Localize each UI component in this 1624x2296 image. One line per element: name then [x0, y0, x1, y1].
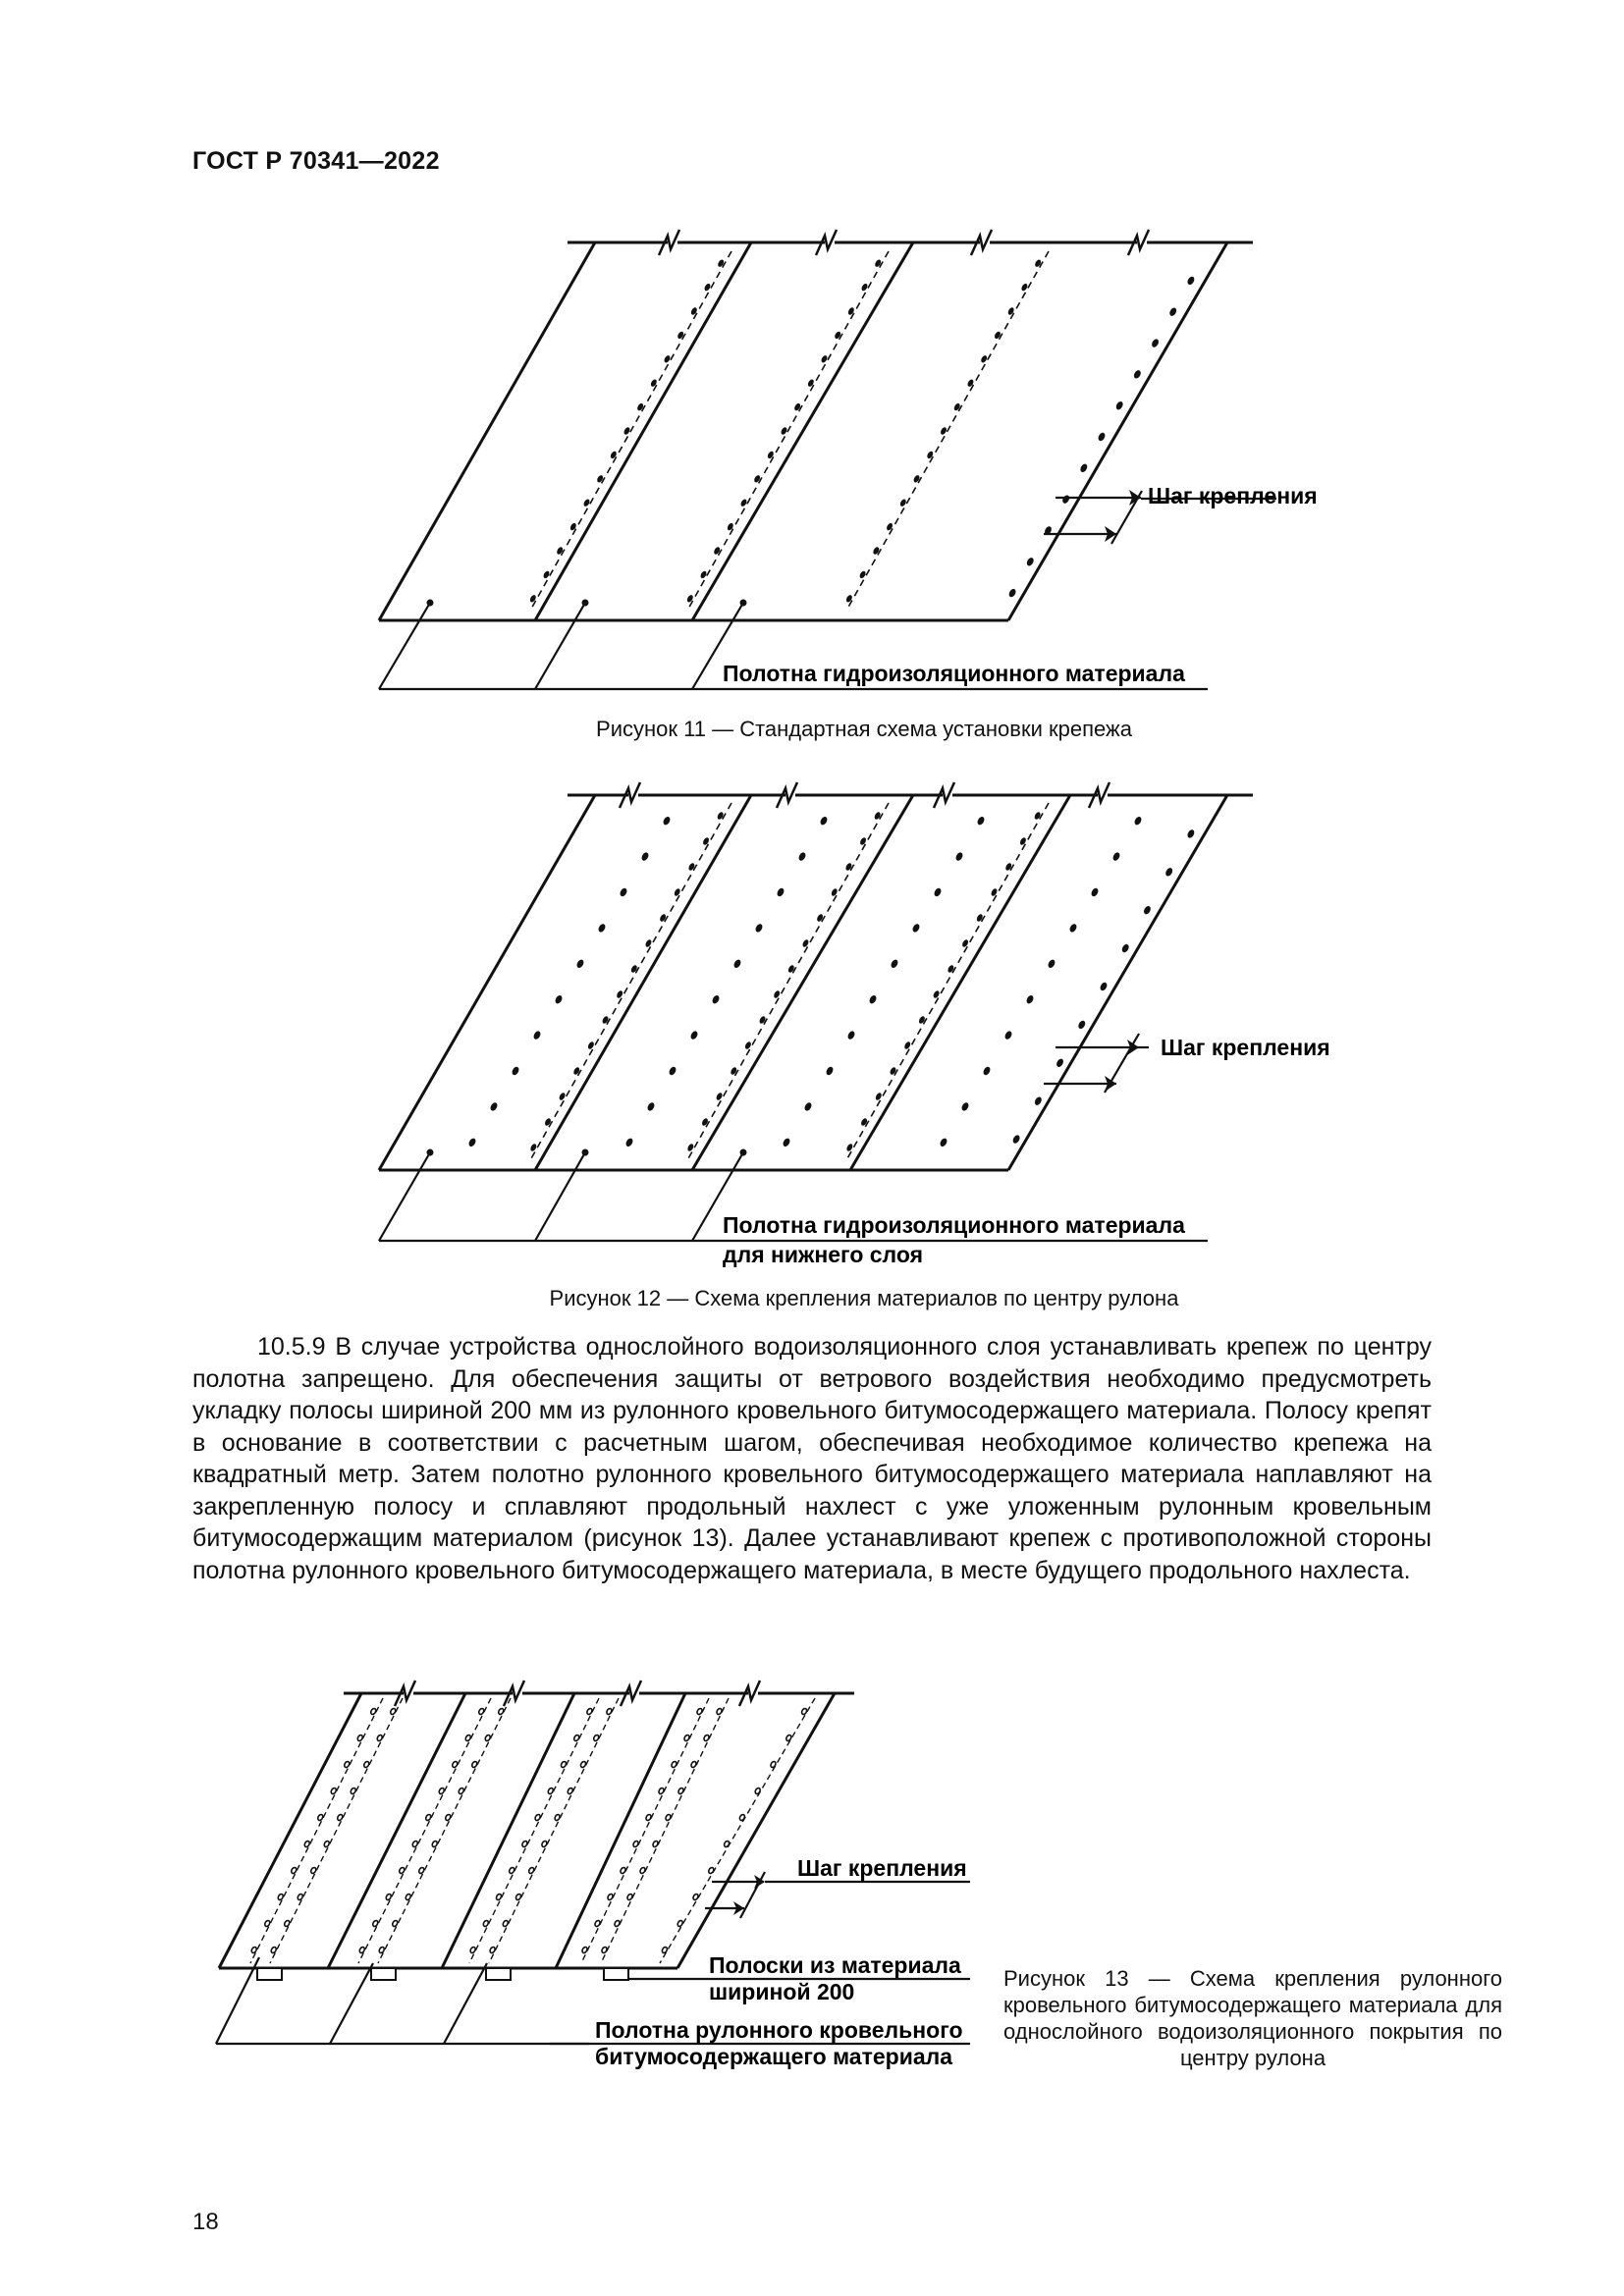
fastener-dot — [1033, 1095, 1043, 1106]
fastener-dot — [284, 1920, 291, 1928]
fig13-sheets-label-1: Полотна рулонного кровельного — [595, 2017, 963, 2043]
fastener-dot — [264, 1920, 271, 1928]
fastener-dot — [1133, 369, 1143, 380]
fastener-dot — [831, 887, 839, 896]
fastener-dot — [1111, 851, 1121, 862]
paragraph-10-5-9 — [192, 1331, 1432, 1586]
fastener-dot — [632, 1841, 639, 1848]
fastener-dot — [858, 570, 866, 579]
fastener-dot — [773, 989, 781, 998]
fastener-dot — [640, 851, 650, 862]
fastener-dot — [754, 923, 764, 934]
fastener-dot — [418, 1867, 425, 1875]
fastener-dot — [1061, 494, 1071, 505]
fastener-dot — [358, 1947, 365, 1954]
fastener-dot — [846, 1030, 856, 1041]
fastener-dot — [845, 1143, 853, 1151]
fastener-dot — [597, 923, 607, 934]
fastener-dot — [471, 1761, 478, 1769]
fastener-dot — [489, 1101, 499, 1112]
fastener-dot — [860, 283, 868, 292]
fastener-dot — [469, 1947, 476, 1954]
fig12-step-label: Шаг крепления — [1161, 1035, 1330, 1060]
fig12-sheets-label-1: Полотна гидроизоляционного материала — [723, 1212, 1185, 1238]
figure-11-diagram — [0, 226, 1624, 697]
fastener-dot — [1056, 1057, 1065, 1068]
fastener-dot — [933, 887, 943, 898]
fastener-dot — [754, 1788, 761, 1795]
fastener-dot — [954, 851, 964, 862]
fastener-dot — [1047, 958, 1056, 969]
fastener-dot — [1120, 943, 1130, 954]
fastener-dot — [601, 1947, 608, 1954]
fastener-dot — [554, 994, 564, 1005]
paragraph-10-5-9-text: 10.5.9 В случае устройства однослойного водоизоляционного слоя устанавливать крепеж по центру полотна запрещено. Для обеспечения защиты от ветрового воздействия необходимо предусмотреть укладку полосы шириной 200 мм из рулонного кровельного битумосодержащего материала. Полосу крепят в основание в соответствии с расчетным шагом, обеспечивая необходимое количество крепежа на квадратный метр. Затем полотно рулонного кровельного битумосодержащего материала наплавляют на закрепленную полосу и сплавляют продольный нахлест с уже уложенным рулонным кровельным битумосодержащим материалом (рисунок 13). Далее устанавливают крепеж с противоположной стороны полотна рулонного кровельного битумосодержащего материала, в месте будущего продольного нахлеста. — [192, 1333, 1432, 1584]
page-number: 18 — [192, 2209, 219, 2235]
fastener-dot — [1077, 1019, 1087, 1030]
fastener-dot — [961, 938, 969, 947]
fig12-sheets-label-2: для нижнего слоя — [723, 1242, 924, 1267]
fastener-dot — [689, 1030, 699, 1041]
fastener-dot — [797, 851, 807, 862]
fastener-dot — [614, 1920, 621, 1928]
fastener-dot — [586, 1708, 593, 1716]
fastener-dot — [801, 1708, 808, 1716]
fastener-dot — [587, 1041, 595, 1049]
fastener-dot — [467, 1137, 477, 1148]
fastener-dot — [692, 1894, 699, 1901]
fastener-dot — [445, 1814, 452, 1822]
figure-11-caption: Рисунок 11 — Стандартная схема установки крепежа — [596, 717, 1132, 741]
fastener-dot — [511, 1066, 520, 1077]
fastener-dot — [484, 1735, 491, 1742]
fastener-dot — [303, 1841, 310, 1848]
fastener-dot — [495, 1894, 502, 1901]
fastener-dot — [579, 1761, 586, 1769]
fastener-dot — [502, 1920, 509, 1928]
fastener-dot — [982, 1066, 992, 1077]
fastener-dot — [1079, 462, 1089, 473]
fastener-dot — [960, 1101, 970, 1112]
fig11-step-label: Шаг крепления — [1148, 483, 1318, 508]
fastener-dot — [1011, 1134, 1021, 1145]
fastener-dot — [645, 1814, 652, 1822]
fastener-dot — [738, 1814, 745, 1822]
fastener-dot — [452, 1761, 459, 1769]
fastener-dot — [1164, 867, 1174, 878]
fastener-dot — [291, 1867, 298, 1875]
fastener-dot — [1186, 828, 1196, 839]
fastener-dot — [607, 1894, 614, 1901]
fastener-dot — [683, 1735, 690, 1742]
fastener-dot — [785, 1735, 792, 1742]
fastener-dot — [372, 1920, 379, 1928]
fastener-dot — [277, 1894, 284, 1901]
fastener-dot — [337, 1814, 344, 1822]
fastener-dot — [250, 1947, 257, 1954]
fastener-dot — [652, 1841, 659, 1848]
fastener-dot — [1133, 816, 1143, 827]
strip-markers-fig13 — [257, 1968, 628, 1980]
fastener-dot — [547, 1788, 554, 1795]
fastener-dot — [776, 887, 785, 898]
fastener-dot — [677, 1920, 683, 1928]
fastener-dot — [1007, 588, 1017, 599]
fastener-dot — [370, 1708, 377, 1716]
fastener-dot — [438, 1788, 445, 1795]
fastener-dot — [1151, 338, 1161, 348]
fastener-dot — [478, 1708, 485, 1716]
fastener-dot — [606, 1708, 613, 1716]
fastener-dot — [770, 1761, 777, 1769]
fastener-dot — [399, 1867, 406, 1875]
fastener-dot — [658, 1788, 665, 1795]
fastener-dot — [677, 1788, 684, 1795]
fastener-dot — [639, 1867, 646, 1875]
fastener-dot — [542, 570, 550, 579]
document-header: ГОСТ Р 70341—2022 — [192, 147, 440, 175]
fastener-dot — [825, 1066, 835, 1077]
fastener-dot — [310, 1867, 317, 1875]
fastener-dot — [482, 1920, 489, 1928]
fastener-dot — [820, 354, 828, 363]
fastener-dot — [899, 498, 907, 507]
fastener-dot — [534, 1814, 541, 1822]
fastener-dot — [529, 1143, 537, 1151]
fastener-dot — [686, 1143, 694, 1151]
fig13-sheets-label-2: битумосодержащего материала — [595, 2044, 953, 2069]
fastener-dot — [668, 1066, 677, 1077]
fastener-dot — [582, 498, 590, 507]
fastener-dot — [932, 989, 940, 998]
fastener-dot — [392, 1920, 399, 1928]
fastener-dot — [940, 426, 947, 435]
fastener-dot — [663, 354, 671, 363]
fig13-step-label: Шаг крепления — [797, 1855, 967, 1881]
fastener-dot — [1186, 276, 1196, 287]
fastener-dot — [662, 816, 672, 827]
fig13-strips-label-2: шириной 200 — [709, 1979, 855, 2004]
fastener-dot — [521, 1841, 528, 1848]
fastener-dot — [509, 1867, 515, 1875]
fastener-dot — [803, 1101, 813, 1112]
fastener-dot — [385, 1894, 392, 1901]
figure-13-caption: Рисунок 13 — Схема крепления рулонного кровельного битумосодержащего материала для однослойного водоизоляционного покрытия по центру рулона — [1003, 1966, 1502, 2070]
fastener-dot — [1168, 306, 1178, 317]
fastener-dot — [819, 816, 829, 827]
fastener-dot — [270, 1947, 277, 1954]
fastener-dot — [1068, 923, 1078, 934]
fastener-dot — [624, 1137, 634, 1148]
fastener-dot — [554, 1814, 561, 1822]
fastener-dot — [674, 887, 681, 896]
fastener-dot — [297, 1894, 303, 1901]
fastener-dot — [1097, 432, 1107, 443]
fastener-dot — [464, 1735, 471, 1742]
fastener-dot — [665, 1814, 672, 1822]
fastener-dot — [1090, 887, 1100, 898]
fastener-dot — [431, 1841, 438, 1848]
fastener-dot — [581, 1947, 588, 1954]
fastener-dot — [1025, 994, 1035, 1005]
figure-12-caption: Рисунок 12 — Схема крепления материалов по центру рулона — [549, 1286, 1179, 1310]
fastener-dot — [690, 1761, 697, 1769]
fastener-dots-fig11 — [425, 258, 1196, 607]
fastener-dot — [1025, 557, 1035, 567]
fastener-dot — [911, 923, 921, 934]
fastener-dot — [782, 1137, 791, 1148]
fastener-dot — [528, 1867, 535, 1875]
fastener-dot — [344, 1761, 351, 1769]
fastener-dot — [703, 283, 711, 292]
fastener-dot — [498, 1708, 505, 1716]
fastener-dot — [541, 1841, 548, 1848]
fastener-dot — [708, 1867, 715, 1875]
fastener-dot — [903, 1041, 911, 1049]
fastener-dot — [671, 1761, 677, 1769]
fastener-dot — [646, 1101, 656, 1112]
fastener-dot — [939, 1137, 948, 1148]
fastener-dot — [363, 1761, 370, 1769]
fastener-dot — [425, 1814, 432, 1822]
fastener-dot — [801, 938, 809, 947]
fastener-dot — [626, 1894, 633, 1901]
fastener-dot — [567, 1788, 573, 1795]
fastener-dot — [980, 354, 988, 363]
fastener-dot — [405, 1894, 411, 1901]
fastener-dot — [411, 1841, 418, 1848]
fastener-dot — [875, 1092, 883, 1100]
fastener-dot — [514, 1894, 521, 1901]
fastener-dot — [575, 958, 585, 969]
fastener-dot — [619, 887, 628, 898]
fastener-dot — [732, 958, 742, 969]
fastener-dot — [623, 426, 630, 435]
fastener-dot — [356, 1735, 363, 1742]
fastener-dot — [868, 994, 878, 1005]
fastener-dot — [573, 1735, 580, 1742]
fastener-dot — [594, 1920, 601, 1928]
fastener-dot — [350, 1788, 356, 1795]
fig11-sheets-label: Полотна гидроизоляционного материала — [723, 661, 1185, 686]
fastener-dot — [1003, 1030, 1013, 1041]
fastener-dot — [696, 1708, 703, 1716]
fastener-dot — [593, 1735, 600, 1742]
fastener-dot — [532, 1030, 542, 1041]
figure-12-diagram — [0, 775, 1624, 1286]
fastener-dot — [990, 887, 998, 896]
fastener-dot — [744, 1041, 752, 1049]
fastener-dot — [390, 1708, 397, 1716]
fastener-dot — [317, 1814, 324, 1822]
fastener-dot — [458, 1788, 464, 1795]
fastener-dot — [620, 1867, 626, 1875]
fastener-dot — [1114, 400, 1124, 411]
fastener-dot — [976, 816, 986, 827]
fastener-dot — [558, 1092, 566, 1100]
fastener-dot — [890, 958, 899, 969]
fastener-dot — [1143, 905, 1153, 916]
fastener-dot — [616, 989, 623, 998]
fastener-dot — [330, 1788, 337, 1795]
fastener-dot — [323, 1841, 330, 1848]
fastener-dot — [1099, 982, 1109, 992]
fastener-dot — [560, 1761, 567, 1769]
fig13-strips-label-1: Полоски из материала — [709, 1952, 961, 1978]
fastener-dot — [376, 1735, 383, 1742]
figure-13-diagram — [0, 1669, 1624, 2160]
fastener-dot — [1020, 283, 1028, 292]
fastener-dot — [489, 1947, 496, 1954]
fastener-dots-fig12 — [425, 811, 1196, 1156]
fastener-dot — [715, 1092, 723, 1100]
fastener-dot — [716, 1708, 723, 1716]
fastener-dot — [661, 1947, 668, 1954]
fastener-dot — [711, 994, 721, 1005]
fastener-dot — [780, 426, 787, 435]
fastener-dot — [378, 1947, 385, 1954]
fastener-dot — [699, 570, 707, 579]
fastener-dot — [703, 1735, 710, 1742]
fastener-dot — [739, 498, 747, 507]
fastener-dot — [724, 1841, 731, 1848]
fastener-dot — [644, 938, 652, 947]
